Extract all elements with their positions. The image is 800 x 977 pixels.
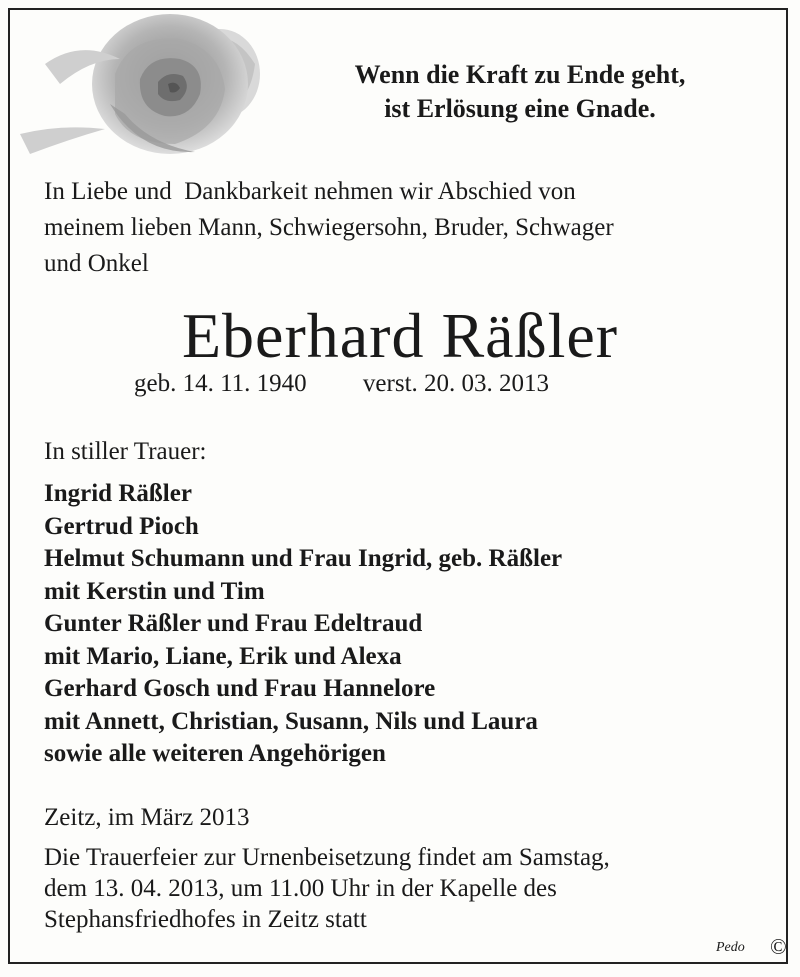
mourner-line: sowie alle weiteren Angehörigen: [44, 740, 386, 767]
deceased-name: Eberhard Räßler: [181, 300, 619, 371]
notice-line-1: Die Trauerfeier zur Urnenbeisetzung findet am Samstag,: [44, 844, 610, 871]
mourners-list: [44, 478, 562, 771]
motto-line-2: ist Erlösung eine Gnade.: [384, 94, 656, 123]
place-date: Zeitz, im März 2013: [44, 804, 250, 831]
mourner-line: mit Kerstin und Tim: [44, 577, 265, 605]
funeral-notice: [44, 842, 756, 935]
birth-date: geb. 14. 11. 1940: [134, 370, 307, 397]
death-date: verst. 20. 03. 2013: [362, 370, 550, 397]
mourner-line: mit Annett, Christian, Susann, Nils und Laura: [44, 707, 538, 735]
motto: [280, 58, 760, 126]
rose-icon: [20, 4, 260, 164]
intro-line-1: In Liebe und Dankbarkeit nehmen wir Abschied von: [44, 178, 576, 205]
mourners-label: In stiller Trauer:: [44, 438, 207, 465]
motto-line-1: Wenn die Kraft zu Ende geht,: [354, 60, 686, 89]
mourner-line: mit Mario, Liane, Erik und Alexa: [44, 642, 402, 670]
designer-signature: Pedo: [716, 940, 745, 955]
life-dates: [134, 366, 549, 402]
mourner-line: Gunter Räßler und Frau Edeltraud: [44, 610, 423, 637]
mourner-line: Gertrud Pioch: [44, 512, 199, 540]
copyright-icon: ©: [770, 934, 787, 959]
mourner-line: Helmut Schumann und Frau Ingrid, geb. Räßler: [44, 545, 563, 572]
mourner-line: Gerhard Gosch und Frau Hannelore: [44, 675, 436, 702]
notice-line-3: Stephansfriedhofes in Zeitz statt: [44, 906, 367, 933]
intro-line-3: und Onkel: [44, 250, 149, 277]
intro-line-2: meinem lieben Mann, Schwiegersohn, Bruder, Schwager: [44, 214, 614, 241]
mourner-line: Ingrid Räßler: [44, 480, 192, 507]
notice-line-2: dem 13. 04. 2013, um 11.00 Uhr in der Kapelle des: [44, 875, 557, 902]
intro-text: [44, 174, 756, 282]
